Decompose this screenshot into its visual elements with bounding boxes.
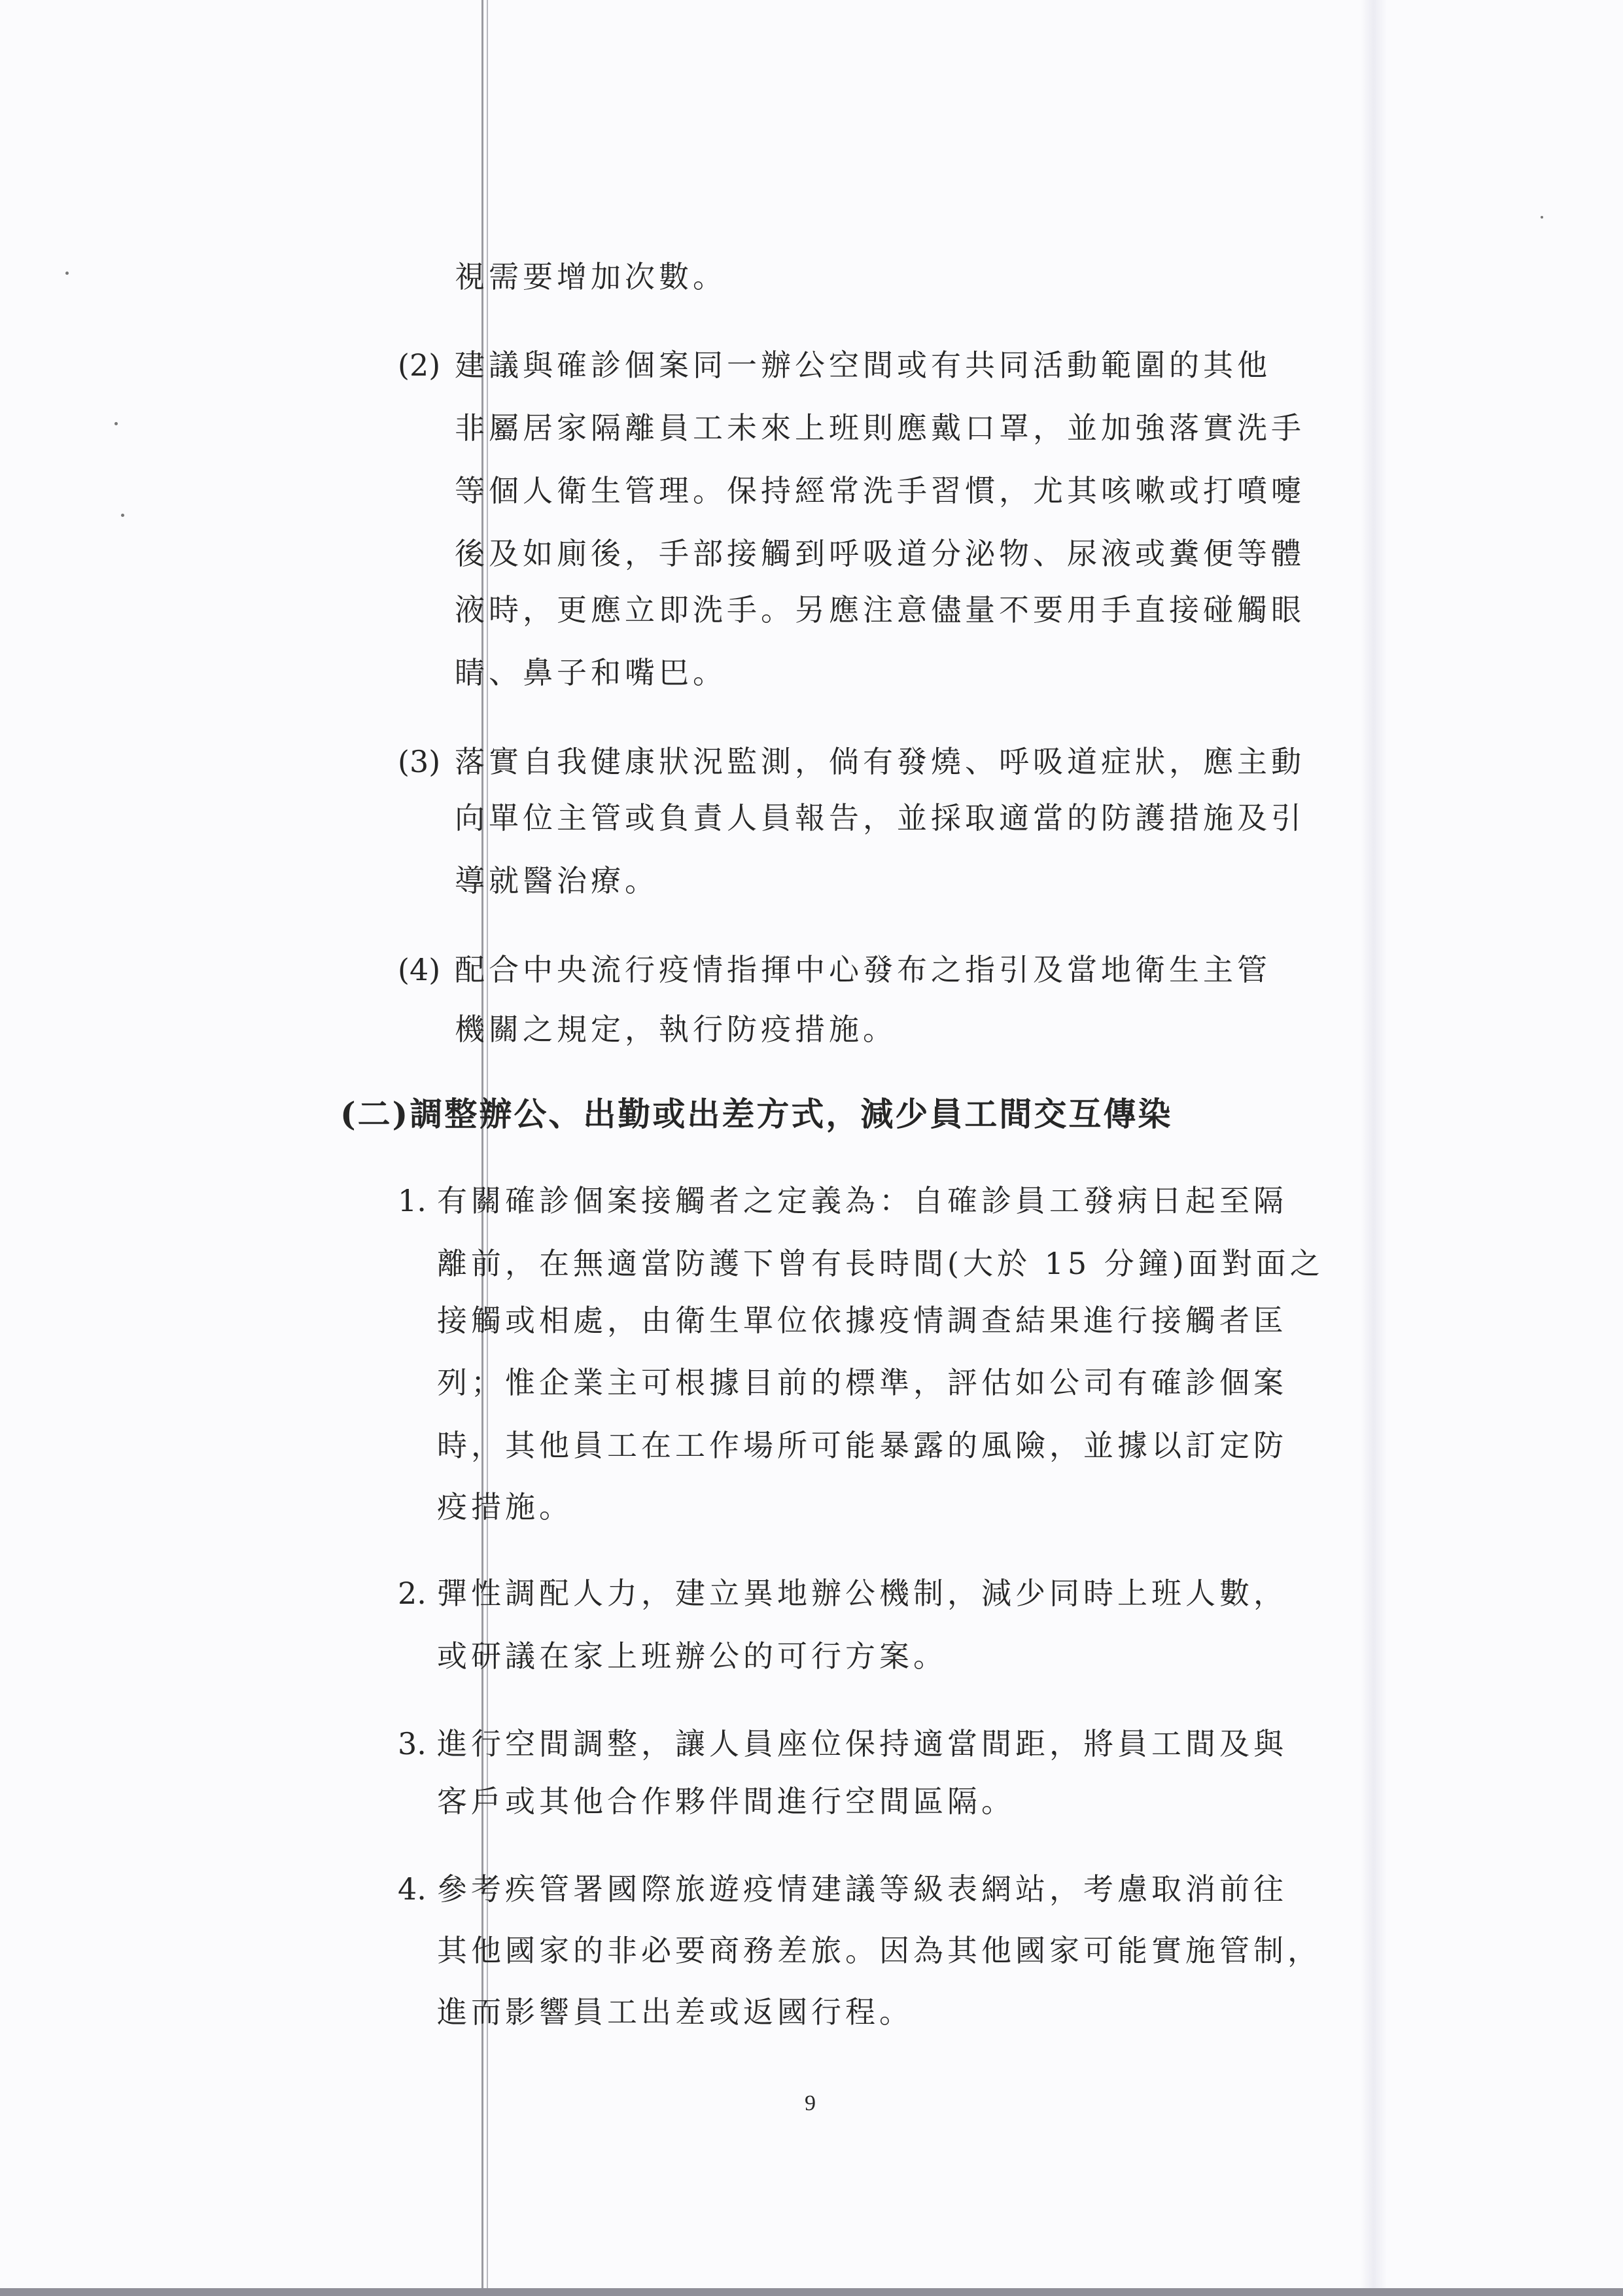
item-number-4: (4) (398, 952, 441, 987)
list-item-4-line: 進而影響員工出差或返國行程。 (437, 1994, 913, 2030)
item-4-line: 配合中央流行疫情指揮中心發布之指引及當地衛生主管 (455, 952, 1271, 987)
list-number-1: 1. (398, 1183, 427, 1218)
scan-bottom-edge (0, 2288, 1623, 2296)
scan-shadow-band (1361, 0, 1387, 2296)
list-number-3: 3. (398, 1726, 427, 1761)
list-item-2-line: 或研議在家上班辦公的可行方案。 (437, 1638, 947, 1674)
scan-speck (114, 422, 118, 425)
list-item-1-line: 有關確診個案接觸者之定義為：自確診員工發病日起至隔 (437, 1183, 1287, 1218)
item-2-line: 睛、鼻子和嘴巴。 (455, 655, 727, 690)
list-item-4-line: 其他國家的非必要商務差旅。因為其他國家可能實施管制， (437, 1933, 1321, 1968)
item-3-line: 導就醫治療。 (455, 863, 659, 898)
list-item-1-line: 時，其他員工在工作場所可能暴露的風險，並據以訂定防 (437, 1428, 1287, 1463)
item-number-3: (3) (398, 744, 441, 779)
item-3-line: 落實自我健康狀況監測，倘有發燒、呼吸道症狀，應主動 (455, 744, 1305, 779)
list-item-1-line: 列；惟企業主可根據目前的標準，評估如公司有確診個案 (437, 1365, 1287, 1400)
scan-speck (65, 272, 69, 275)
list-item-3-line: 客戶或其他合作夥伴間進行空間區隔。 (437, 1784, 1015, 1819)
list-item-4-line: 參考疾管署國際旅遊疫情建議等級表網站，考慮取消前往 (437, 1871, 1287, 1907)
list-number-2: 2. (398, 1576, 427, 1611)
item-2-line: 等個人衛生管理。保持經常洗手習慣，尤其咳嗽或打噴嚏 (455, 473, 1305, 508)
scan-speck (1541, 216, 1543, 219)
list-item-2-line: 彈性調配人力，建立異地辦公機制，減少同時上班人數， (437, 1576, 1287, 1611)
list-number-4: 4. (398, 1871, 427, 1907)
scan-speck (121, 514, 124, 517)
list-item-1-line: 離前，在無適當防護下曾有長時間(大於 15 分鐘)面對面之 (437, 1246, 1324, 1281)
page-number: 9 (805, 2091, 816, 2115)
list-item-1-line: 疫措施。 (437, 1489, 573, 1525)
item-2-line: 建議與確診個案同一辦公空間或有共同活動範圍的其他 (455, 347, 1271, 383)
item-2-line: 後及如廁後，手部接觸到呼吸道分泌物、尿液或糞便等體 (455, 536, 1305, 571)
item-2-line: 液時，更應立即洗手。另應注意儘量不要用手直接碰觸眼 (455, 592, 1305, 627)
item-4-line: 機關之規定，執行防疫措施。 (455, 1012, 897, 1047)
item-2-line: 非屬居家隔離員工未來上班則應戴口罩，並加強落實洗手 (455, 410, 1305, 446)
item-3-line: 向單位主管或負責人員報告，並採取適當的防護措施及引 (455, 800, 1305, 836)
list-item-3-line: 進行空間調整，讓人員座位保持適當間距，將員工間及與 (437, 1726, 1287, 1761)
list-item-1-line: 接觸或相處，由衛生單位依據疫情調查結果進行接觸者匡 (437, 1303, 1287, 1338)
section-heading: (二)調整辦公、出勤或出差方式，減少員工間交互傳染 (340, 1095, 1173, 1133)
continuation-line: 視需要增加次數。 (455, 259, 727, 294)
item-number-2: (2) (398, 347, 441, 383)
